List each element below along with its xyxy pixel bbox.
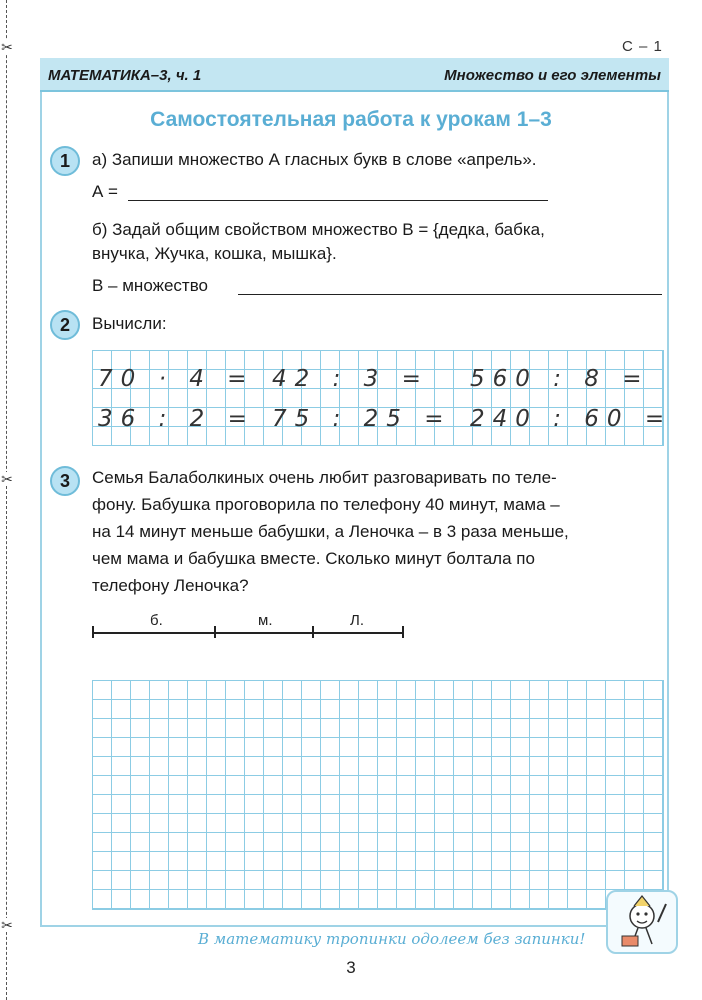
expr-6: 240 : 60 = [470,406,673,432]
scissors-icon: ✂ [1,39,13,55]
expr-5: 75 : 25 = [272,406,452,432]
expr-4: 36 : 2 = [98,406,255,432]
segment-tick [402,626,404,638]
footer-motto: В математику тропинки одолеем без запинки! [198,930,586,948]
task1-b-answer-line[interactable] [238,294,662,295]
task2-text: Вычисли: [92,314,167,333]
task1-a-answer-line[interactable] [128,200,548,201]
expr-2: 42 : 3 = [272,366,429,392]
task3-line-3: на 14 минут меньше бабушки, а Леночка – в 3 раза меньше, [92,522,569,541]
task3-line-2: фону. Бабушка проговорила по телефону 40 минут, мама – [92,495,560,514]
task3-line-4: чем мама и бабушка вместе. Сколько минут болтала по [92,549,535,568]
segment-label-lena: Л. [350,612,365,629]
segment-label-mom: м. [258,612,273,629]
task3-line-1: Семья Балаболкиных очень любит разговаривать по теле- [92,468,557,487]
topic-label: Множество и его элементы [444,67,661,84]
task-number-2: 2 [50,310,80,340]
task1-a-label: А = [92,182,118,201]
segment-tick [312,626,314,638]
task1-b-line2: внучка, Жучка, кошка, мышка}. [92,244,337,263]
worksheet-code: С – 1 [622,38,663,55]
page-number: 3 [346,958,356,977]
scissors-icon: ✂ [1,917,13,933]
header-bar [40,58,669,92]
expr-3: 560 : 8 = [470,366,650,392]
task3-line-5: телефону Леночка? [92,576,249,595]
pencil-mascot-icon [606,890,678,954]
scissors-icon: ✂ [1,471,13,487]
task-number-3: 3 [50,466,80,496]
segment-tick [214,626,216,638]
segment-diagram-line [92,632,404,634]
expr-1: 70 · 4 = [98,366,255,392]
segment-label-grandma: б. [150,612,163,629]
task-number-1: 1 [50,146,80,176]
task1-b-label: В – множество [92,276,208,295]
segment-tick [92,626,94,638]
page-title: Самостоятельная работа к урокам 1–3 [150,108,552,131]
solution-grid[interactable] [92,680,664,910]
cut-line [6,0,7,1000]
task1-b-line1: б) Задай общим свойством множество В = {дедка, бабка, [92,220,545,239]
task1-a-text: а) Запиши множество А гласных букв в слове «апрель». [92,150,537,169]
subject-label: МАТЕМАТИКА–3, ч. 1 [48,67,202,84]
